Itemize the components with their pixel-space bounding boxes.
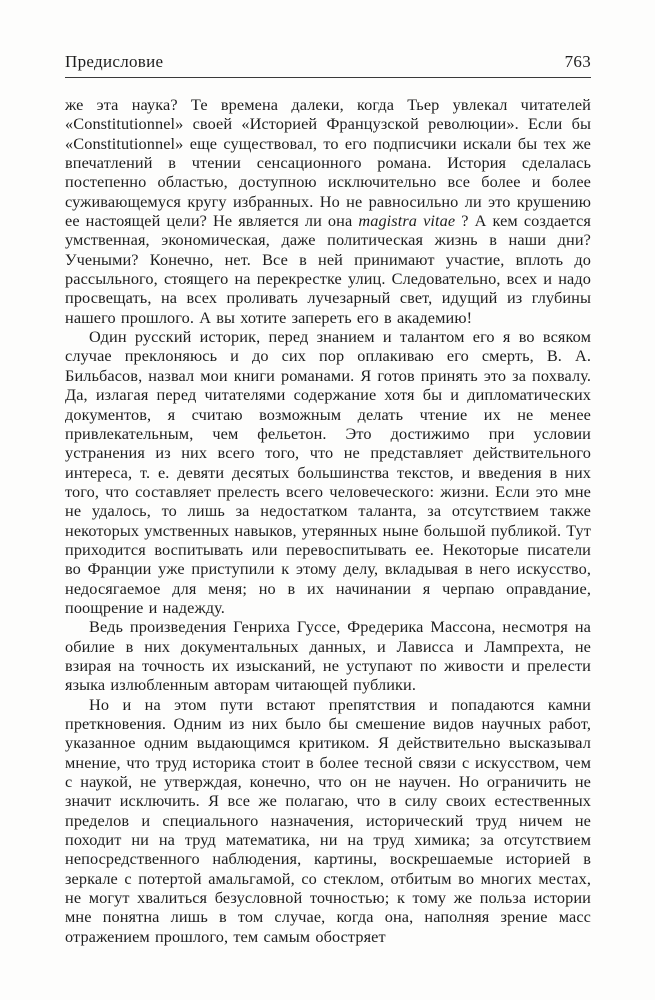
- paragraph: [65, 95, 591, 327]
- italic-phrase: magistra vitae: [358, 211, 456, 231]
- paragraph: [65, 695, 591, 946]
- page-number: 763: [564, 52, 591, 71]
- text-segment: Ведь произведения Генриха Гуссе, Фредерика Массона, несмотря на обилие в них документальных данных, и Лависса и Лампрехта, не взирая на точность их изысканий, не уступают по живости и прелести языка излюбленным авторам читающей публики.: [65, 617, 591, 695]
- running-title: Предисловие: [65, 52, 164, 71]
- text-segment: Но и на этом пути встают препятствия и попадаются камни преткновения. Одним из них было бы смешение видов научных работ, указанное одним выдающимся критиком. Я действительно высказывал мнение, что труд историка стоит в более тесной связи с искусством, чем с наукой, не утверждая, конечно, что он не научен. Но ограничить не значит исключить. Я все же полагаю, что в силу своих естественных пределов и специального назначения, исторический труд ничем не походит ни на труд математика, ни на труд химика; за отсутствием непосредственного наблюдения, картины, воскрешаемые историей в зеркале с потертой амальгамой, со стеклом, отбитым во многих местах, не могут хвалиться безусловной точностью; к тому же польза истории мне понятна лишь в том случае, когда она, наполняя зрение масс отражением прошлого, тем самым обостряет: [65, 694, 591, 946]
- page-body: [65, 95, 591, 946]
- running-head: [65, 52, 591, 78]
- paragraph: [65, 327, 591, 617]
- text-segment: же эта наука? Те времена далеки, когда Тьер увлекал читателей «Constitutionnel» своей «Историей Французской революции». Если бы «Constitutionnel» еще существовал, то его подписчики искали бы тех же впечатлений в чтении сенсационного романа. История сделалась постепенно областью, доступною исключительно все более и более суживающемуся кругу избранных. Но не равносильно ли это крушению ее настоящей цели? Не является ли она: [65, 95, 591, 231]
- text-segment: Один русский историк, перед знанием и талантом его я во всяком случае преклоняюсь и до сих пор оплакиваю его смерть, В. А. Бильбасов, назвал мои книги романами. Я готов принять это за похвалу. Да, излагая перед читателями содержание хотя бы и дипломатических документов, я считаю возможным делать чтение их не менее привлекательным, чем фельетон. Это достижимо при условии устранения из них всего того, что не представляет действительного интереса, т. е. девяти десятых большинства текстов, и введения в них того, что составляет прелесть всего человеческого: жизни. Если это мне не удалось, то лишь за недостатком таланта, за отсутствием также некоторых умственных навыков, утерянных ныне большой публикой. Тут приходится воспитывать или перевоспитывать ее. Некоторые писатели во Франции уже приступили к этому делу, вкладывая в него искусство, недосягаемое для меня; но в их начинании я черпаю оправдание, поощрение и надежду.: [65, 327, 591, 617]
- text-segment: ? А кем создается умственная, экономическая, даже политическая жизнь в наши дни? Учеными? Конечно, нет. Все в ней принимают участие, вплоть до рассыльного, стоящего на перекрестке улиц. Следовательно, всех и надо просвещать, на всех проливать лучезарный свет, идущий из глубины нашего прошлого. А вы хотите запереть его в академию!: [65, 211, 592, 327]
- paragraph: [65, 617, 591, 694]
